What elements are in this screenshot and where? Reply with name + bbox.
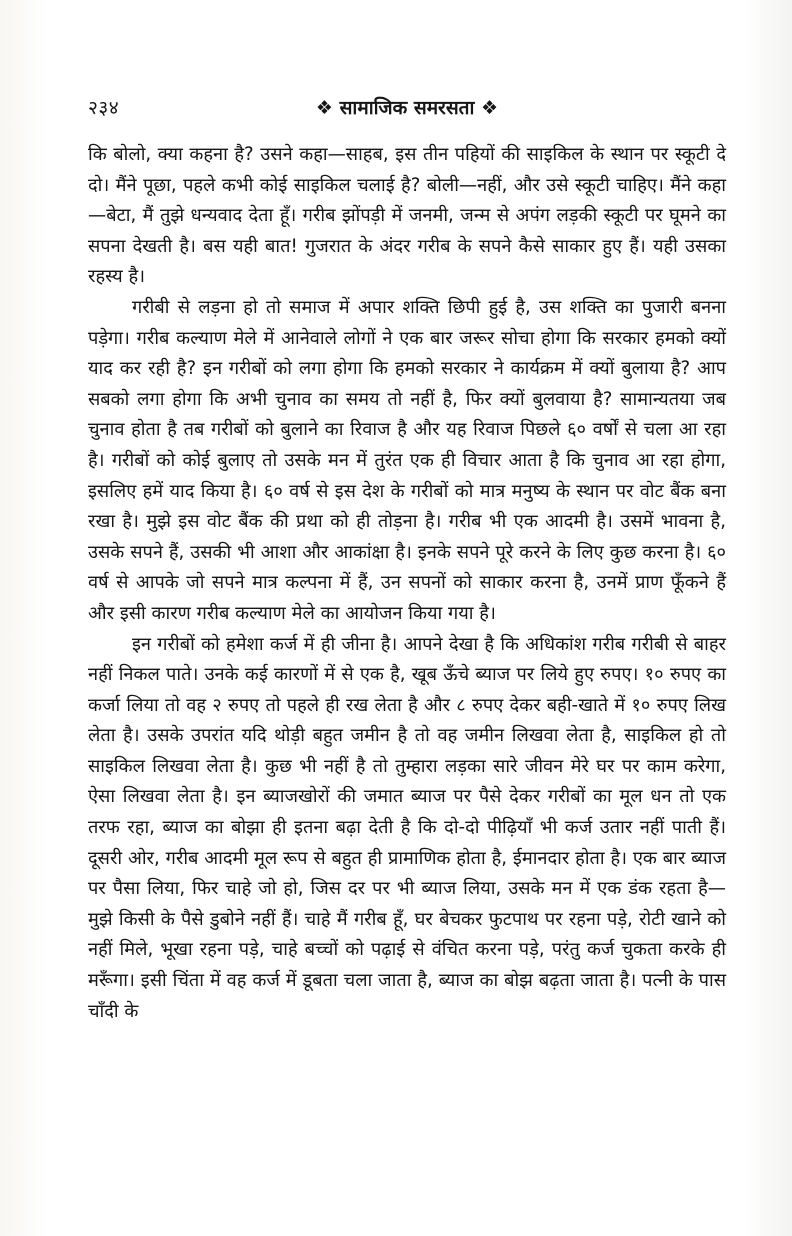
paragraph-debt-interest: इन गरीबों को हमेशा कर्ज में ही जीना है। आपने देखा है कि अधिकांश गरीब गरीबी से बाहर नहीं निकल पाते। उनके कई कारणों में से एक है, खूब ऊँचे ब्याज पर लिये हुए रुपए। १० रुपए का कर्जा लिया तो वह २ रुपए तो पहले ही रख लेता है और ८ रुपए देकर बही-खाते में १० रुपए लिख लेता है। उसके उपरांत यदि थोड़ी बहुत जमीन है तो वह जमीन लिखवा लेता है, साइकिल हो तो साइकिल लिखवा लेता है। कुछ भी नहीं है तो तुम्हारा लड़का सारे जीवन मेरे घर पर काम करेगा, ऐसा लिखवा लेता है। इन ब्याजखोरों की जमात ब्याज पर पैसे देकर गरीबों का मूल धन तो एक तरफ रहा, ब्याज का बोझा ही इतना बढ़ा देती है कि दो-दो पीढ़ियाँ भी कर्ज उतार नहीं पाती हैं। दूसरी ओर, गरीब आदमी मूल रूप से बहुत ही प्रामाणिक होता है, ईमानदार होता है। एक बार ब्याज पर पैसा लिया, फिर चाहे जो हो, जिस दर पर भी ब्याज लिया, उसके मन में एक डंक रहता है—मुझे किसी के पैसे डुबोने नहीं हैं। चाहे मैं गरीब हूँ, घर बेचकर फुटपाथ पर रहना पड़े, रोटी खाने को नहीं मिले, भूखा रहना पड़े, चाहे बच्चों को पढ़ाई से वंचित करना पड़े, परंतु कर्ज चुकता करके ही मरूँगा। इसी चिंता में वह कर्ज में डूबता चला जाता है, ब्याज का बोझ बढ़ता जाता है। पत्नी के पास चाँदी के <box>88 633 726 1022</box>
page-body <box>88 140 726 1027</box>
paragraph-poverty-vote-bank: गरीबी से लड़ना हो तो समाज में अपार शक्ति छिपी हुई है, उस शक्ति का पुजारी बनना पड़ेगा। गरीब कल्याण मेले में आनेवाले लोगों ने एक बार जरूर सोचा होगा कि सरकार हमको क्यों याद कर रही है? इन गरीबों को लगा होगा कि हमको सरकार ने कार्यक्रम में क्यों बुलाया है? आप सबको लगा होगा कि अभी चुनाव का समय तो नहीं है, फिर क्यों बुलवाया है? सामान्यतया जब चुनाव होता है तब गरीबों को बुलाने का रिवाज है और यह रिवाज पिछले ६० वर्षों से चला आ रहा है। गरीबों को कोई बुलाए तो उसके मन में तुरंत एक ही विचार आता है कि चुनाव आ रहा होगा, इसलिए हमें याद किया है। ६० वर्ष से इस देश के गरीबों को मात्र मनुष्य के स्थान पर वोट बैंक बना रखा है। मुझे इस वोट बैंक की प्रथा को ही तोड़ना है। गरीब भी एक आदमी है। उसमें भावना है, उसके सपने हैं, उसकी भी आशा और आकांक्षा है। इनके सपने पूरे करने के लिए कुछ करना है। ६० वर्ष से आपके जो सपने मात्र कल्पना में हैं, उन सपनों को साकार करना है, उनमें प्राण फूँकने हैं और इसी कारण गरीब कल्याण मेले का आयोजन किया गया है। <box>88 296 726 624</box>
paragraph-continuation: कि बोलो, क्या कहना है? उसने कहा—साहब, इस तीन पहियों की साइकिल के स्थान पर स्कूटी दे दो। मैंने पूछा, पहले कभी कोई साइकिल चलाई है? बोली—नहीं, और उसे स्कूटी चाहिए। मैंने कहा—बेटा, मैं तुझे धन्यवाद देता हूँ। गरीब झोंपड़ी में जनमी, जन्म से अपंग लड़की स्कूटी पर घूमने का सपना देखती है। बस यही बात! गुजरात के अंदर गरीब के सपने कैसे साकार हुए हैं। यही उसका रहस्य है। <box>88 144 726 288</box>
page-header <box>88 94 726 128</box>
page-number: २३४ <box>88 97 120 119</box>
running-title: ❖ सामाजिक समरसता ❖ <box>315 97 499 119</box>
